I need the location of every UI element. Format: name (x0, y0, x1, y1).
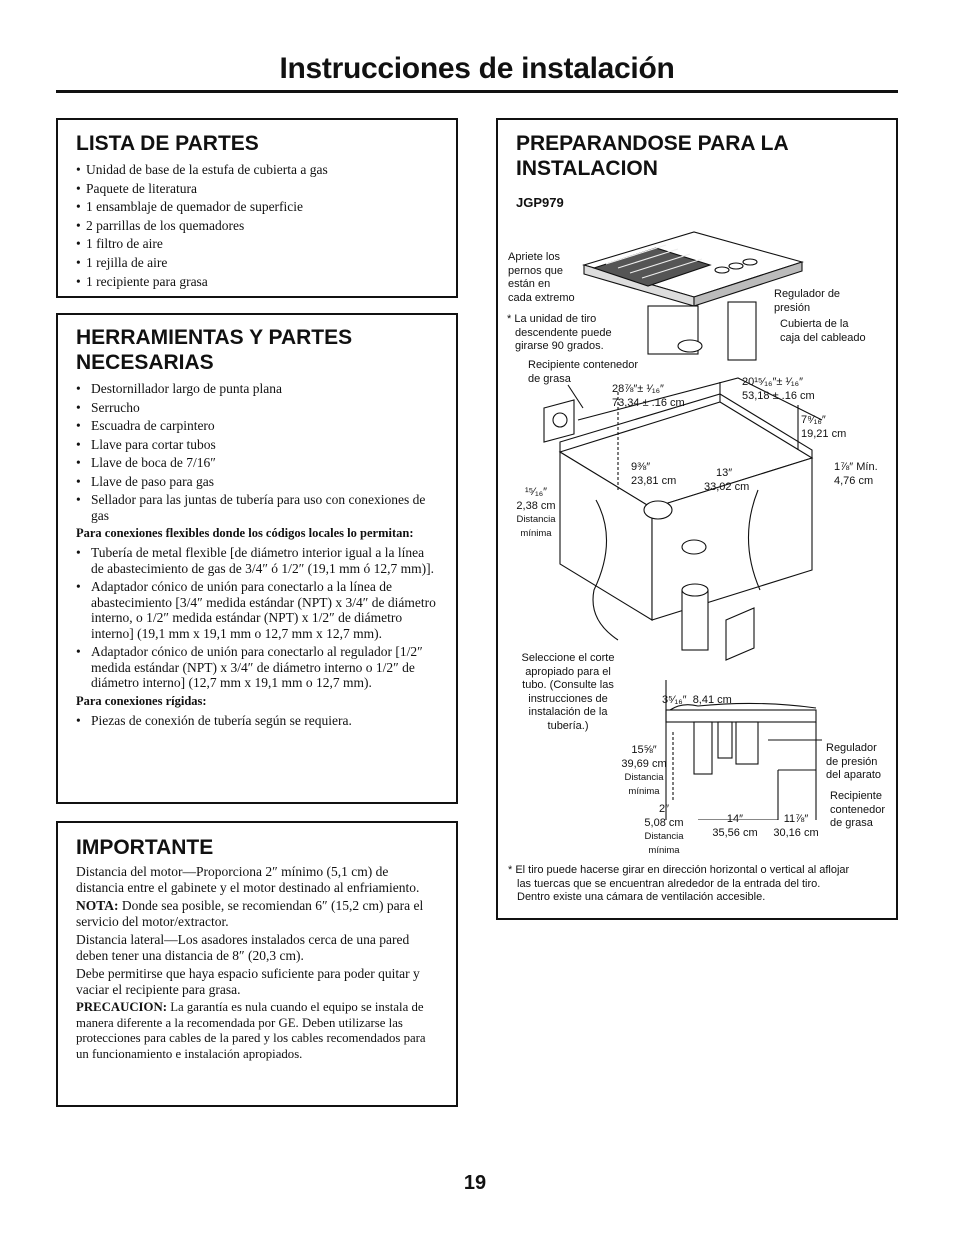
list-item: • Escuadra de carpintero (76, 418, 438, 434)
note-label: NOTA: (76, 898, 119, 913)
important-box (56, 821, 458, 1107)
bottom-left-dimension: 15⅝″ 39,69 cm Distancia mínima (621, 744, 667, 797)
tools-heading-line1: HERRAMIENTAS Y PARTES (76, 326, 353, 349)
min-clearance-right: 1⅞″ Mín. 4,76 cm (834, 461, 878, 487)
bottom-top-dimension: 3⁵⁄₁₆″ 8,41 cm (662, 694, 732, 706)
list-item: • 1 recipiente para grasa (76, 273, 438, 292)
list-item: • Piezas de conexión de tubería según se requiera. (76, 713, 438, 729)
tools-box (56, 313, 458, 804)
bottom-11in-dimension: 11⅞″ 30,16 cm (773, 813, 819, 839)
cutout-dimension-2: 13″ 33,02 cm (704, 467, 750, 493)
cutout-dimension-1: 9⅜″ 23,81 cm (631, 461, 677, 487)
rigid-list (76, 713, 438, 729)
note-text: Donde sea posible, se recomiendan 6″ (15,2 cm) para el servicio del motor/extractor. (76, 898, 424, 929)
tools-list (76, 381, 438, 523)
list-item: • Tubería de metal flexible [de diámetro interior igual a la línea de abastecimiento de gas de 3/4″ ó 1/2″ (19,1 mm ó 12,7 mm)]. (76, 545, 438, 576)
list-item: • Paquete de literatura (76, 180, 438, 199)
caution-paragraph (76, 1000, 438, 1062)
cabinet-cutout-illustration (544, 378, 822, 660)
important-heading: IMPORTANTE (76, 836, 214, 859)
preparation-heading-line1: PREPARANDOSE PARA LA (516, 132, 789, 155)
page-title: Instrucciones de instalación (279, 52, 675, 85)
list-item: • 1 ensamblaje de quemador de superficie (76, 198, 438, 217)
preparation-heading-line2: INSTALACION (516, 157, 658, 180)
list-item: • Llave de boca de 7/16″ (76, 455, 438, 471)
downdraft-label: * La unidad de tiro descendente puede girarse 90 grados. (507, 313, 612, 352)
list-item: • Adaptador cónico de unión para conectarlo a la línea de abastecimiento [3/4″ medida estándar (NPT) x 3/4″ de diámetro interno, o 1/2″ medida estándar (NPT) x 1/2″ de diámetro interno] (19,1 mm x 19,1 mm o 12,7 mm x 12,7 mm). (76, 579, 438, 641)
height-dimension: 7⁹⁄₁₆″ 19,21 cm (801, 414, 847, 440)
grease-space-text: Debe permitirse que haya espacio suficiente para poder quitar y vaciar el recipiente para grasa. (76, 966, 420, 997)
list-item: • 1 rejilla de aire (76, 254, 438, 273)
page-number: 19 (463, 1172, 487, 1194)
rigid-heading: Para conexiones rígidas: (76, 693, 207, 708)
flex-heading: Para conexiones flexibles donde los códigos locales lo permitan: (76, 526, 414, 540)
parts-list-box (56, 118, 458, 298)
bolts-label: Apriete los pernos que están en cada extremo (508, 251, 575, 304)
list-item: • 1 filtro de aire (76, 235, 438, 254)
bottom-grease-label: Recipiente contenedor de grasa (830, 790, 886, 829)
list-item: • Llave para cortar tubos (76, 437, 438, 453)
preparation-footnote: * El tiro puede hacerse girar en dirección horizontal o vertical al aflojar las tuercas que se encuentran alrededor de la entrada del tiro. Dentro existe una cámara de ventilación accesible. (508, 864, 850, 903)
caution-text: La garantía es nula cuando el equipo se instala de manera diferente a la recomendada por GE. Deben utilizarse las protecciones para cables de la pared y los cables recomendados para un funcionamiento e instalación apropiados. (76, 1000, 426, 1061)
side-clearance-dimension: ¹⁵⁄₁₆″ 2,38 cm Distancia mínima (516, 486, 556, 539)
tools-heading (76, 325, 438, 375)
pressure-regulator-label: Regulador de presión (774, 288, 841, 314)
cooktop-illustration (584, 232, 802, 360)
note-paragraph (76, 898, 438, 929)
list-item: • Serrucho (76, 400, 438, 416)
wiring-cover-label: Cubierta de la caja del cableado (780, 318, 866, 344)
preparation-box (496, 118, 898, 920)
caution-label: PRECAUCION: (76, 1000, 167, 1014)
list-item: • Unidad de base de la estufa de cubierta a gas (76, 161, 438, 180)
depth-dimension: 20¹⁵⁄₁₆″± ¹⁄₁₆″ 53,18 ± .16 cm (742, 376, 815, 402)
list-item: • Adaptador cónico de unión para conectarlo al regulador [1/2″ medida estándar (NPT) x 3/4″ de diámetro interno o 1/2″ de diámetro interno] (12,7 mm x 19,1 mm o 12,7 mm). (76, 644, 438, 691)
flex-list (76, 545, 438, 691)
pipe-cut-note: Seleccione el corte apropiado para el tubo. (Consulte las instrucciones de instalación de la tubería.) (521, 652, 615, 732)
appliance-regulator-label: Regulador de presión del aparato (826, 742, 882, 781)
width-dimension: 28⅞″± ¹⁄₁₆″ 73,34 ± .16 cm (612, 383, 685, 409)
side-clearance-text: Distancia lateral—Los asadores instalados cerca de una pared deben tener una distancia de 8″ (20,3 cm). (76, 932, 410, 963)
grease-container-label: Recipiente contenedor de grasa (528, 359, 639, 385)
list-item: • Sellador para las juntas de tubería para uso con conexiones de gas (76, 492, 438, 523)
parts-heading: LISTA DE PARTES (76, 132, 259, 155)
bottom-14in-dimension: 14″ 35,56 cm (712, 813, 758, 839)
list-item: • 2 parrillas de los quemadores (76, 217, 438, 236)
model-number: JGP979 (516, 195, 564, 210)
motor-clearance-text: Distancia del motor—Proporciona 2″ mínimo (5,1 cm) de distancia entre el gabinete y el motor destinado al enfriamiento. (76, 864, 420, 895)
parts-list (76, 161, 438, 291)
tools-heading-line2: NECESARIAS (76, 351, 214, 374)
bottom-2in-dimension: 2″ 5,08 cm Distancia mínima (644, 803, 684, 856)
list-item: • Destornillador largo de punta plana (76, 381, 438, 397)
list-item: • Llave de paso para gas (76, 474, 438, 490)
page-header (56, 50, 898, 93)
